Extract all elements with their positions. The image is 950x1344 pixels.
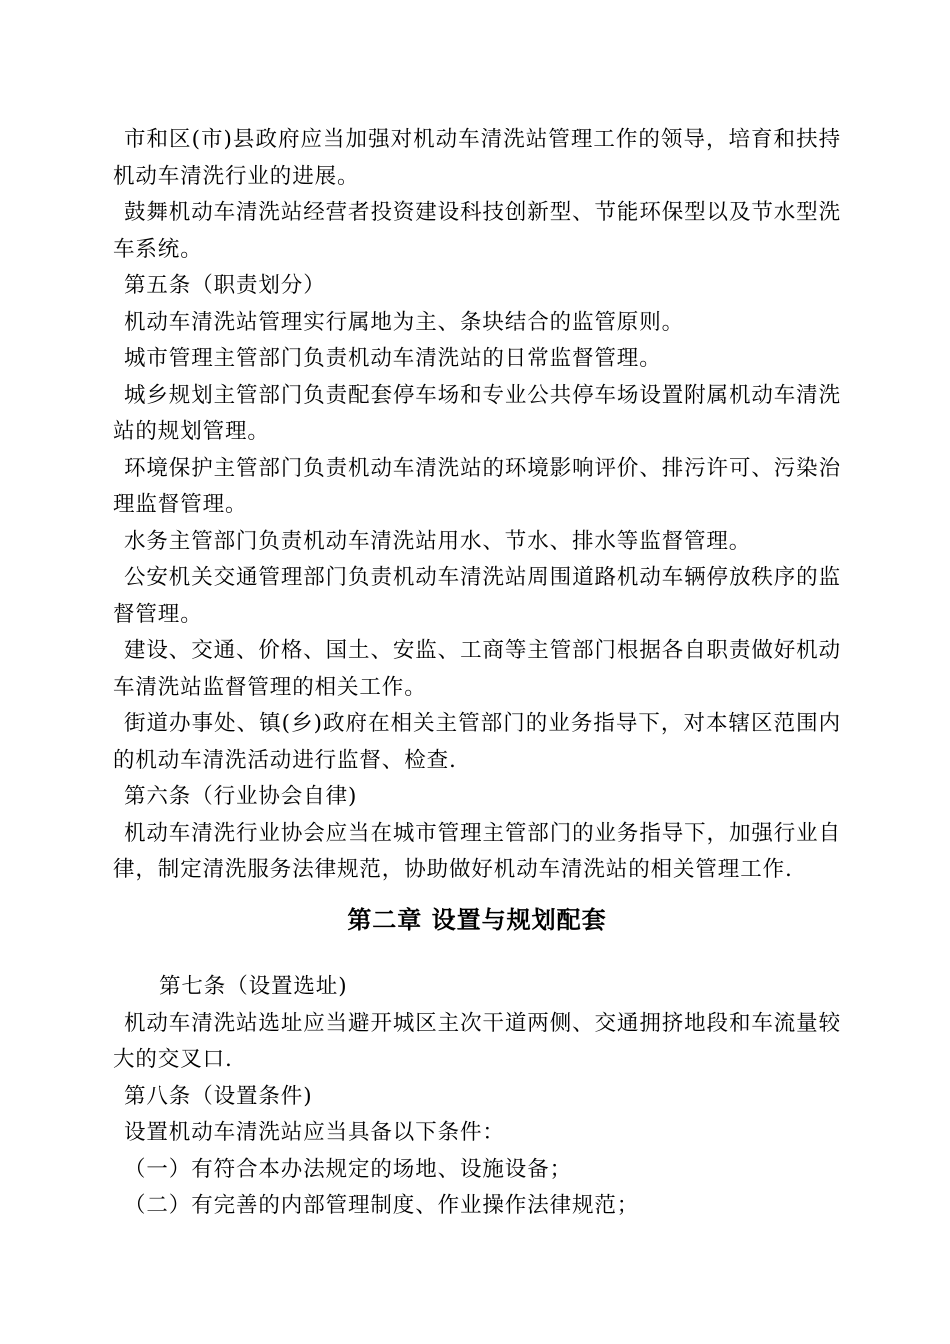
section-2-text xyxy=(113,969,841,1225)
paragraph: 街道办事处、镇(乡)政府在相关主管部门的业务指导下，对本辖区范围内的机动车清洗活动进行监督、检查. xyxy=(113,711,841,773)
article-heading: 第五条（职责划分） xyxy=(124,273,326,298)
article-heading: 第七条（设置选址) xyxy=(159,974,348,999)
list-item: （一）有符合本办法规定的场地、设施设备； xyxy=(124,1156,573,1182)
paragraph: 公安机关交通管理部门负责机动车清洗站周围道路机动车辆停放秩序的监督管理。 xyxy=(113,565,841,627)
paragraph: 设置机动车清洗站应当具备以下条件： xyxy=(124,1120,505,1145)
paragraph: 机动车清洗站选址应当避开城区主次干道两侧、交通拥挤地段和车流量较大的交叉口. xyxy=(113,1010,841,1072)
paragraph: 环境保护主管部门负责机动车清洗站的环境影响评价、排污许可、污染治理监督管理。 xyxy=(113,455,841,517)
chapter-title: 第二章 设置与规划配套 xyxy=(347,906,607,934)
paragraph: 机动车清洗行业协会应当在城市管理主管部门的业务指导下，加强行业自律，制定清洗服务法律规范，协助做好机动车清洗站的相关管理工作. xyxy=(113,820,841,882)
paragraph: 鼓舞机动车清洗站经营者投资建设科技创新型、节能环保型以及节水型洗车系统。 xyxy=(113,200,841,262)
section-1-text xyxy=(113,122,841,889)
article-heading: 第六条（行业协会自律) xyxy=(124,784,358,809)
paragraph: 建设、交通、价格、国土、安监、工商等主管部门根据各自职责做好机动车清洗站监督管理的相关工作。 xyxy=(113,638,841,700)
paragraph: 水务主管部门负责机动车清洗站用水、节水、排水等监督管理。 xyxy=(124,528,752,554)
paragraph: 城乡规划主管部门负责配套停车场和专业公共停车场设置附属机动车清洗站的规划管理。 xyxy=(113,382,841,444)
paragraph: 市和区(市)县政府应当加强对机动车清洗站管理工作的领导，培育和扶持机动车清洗行业的进展。 xyxy=(113,127,841,189)
paragraph: 城市管理主管部门负责机动车清洗站的日常监督管理。 xyxy=(124,346,662,371)
paragraph: 机动车清洗站管理实行属地为主、条块结合的监管原则。 xyxy=(124,309,685,335)
list-item: （二）有完善的内部管理制度、作业操作法律规范； xyxy=(124,1193,640,1218)
article-heading: 第八条（设置条件) xyxy=(124,1083,313,1109)
